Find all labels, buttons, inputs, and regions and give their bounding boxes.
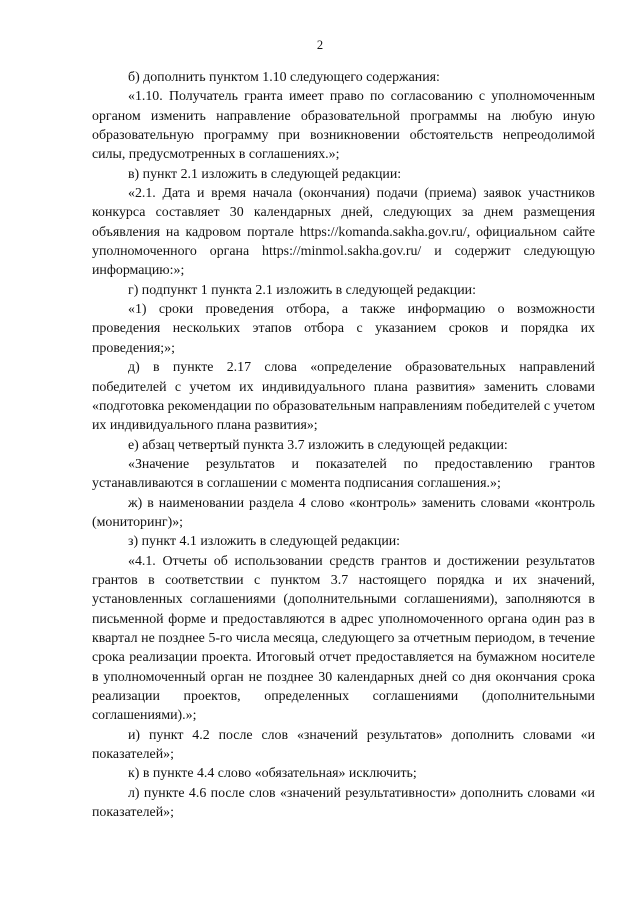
paragraph-l: л) пункте 4.6 после слов «значений результативности» дополнить словами «и показателей»; <box>92 785 595 821</box>
paragraph-k: к) в пункте 4.4 слово «обязательная» исключить; <box>128 766 417 782</box>
paragraph-zh: ж) в наименовании раздела 4 слово «контроль» заменить словами «контроль (мониторинг)»; <box>92 495 595 530</box>
document-body <box>92 68 595 822</box>
paragraph-z: з) пункт 4.1 изложить в следующей редакции: <box>128 534 401 550</box>
paragraph-quote-2-1: «2.1. Дата и время начала (окончания) подачи (приема) заявок участников конкурса составляет 30 календарных дней, следующих за днем размещения объявления на кадровом портале https://komanda.sakha.gov.ru/, официальном сайте уполномоченного органа https://minmol.sakha.gov.ru/ и содержит следующую информацию:»; <box>92 186 595 279</box>
paragraph-quote-3-7: «Значение результатов и показателей по предоставлению грантов устанавливаются в соглашении с момента подписания соглашения.»; <box>92 456 595 492</box>
paragraph-e: е) абзац четвертый пункта 3.7 изложить в следующей редакции: <box>128 437 508 453</box>
paragraph-quote-1-10: «1.10. Получатель гранта имеет право по согласованию с уполномоченным органом изменить направление образовательной программы на любую иную образовательную программу при возникновении обстоятельств непреодолимой силы, предусмотренных в соглашениях.»; <box>92 89 595 163</box>
paragraph-quote-4-1: «4.1. Отчеты об использовании средств грантов и достижении результатов грантов в соответствии с пунктом 3.7 настоящего порядка и их значений, установленных соглашениями (дополнительными соглашениями), заполняются в письменной форме и предоставляются в адрес уполномоченного органа один раз в квартал не позднее 5-го числа месяца, следующего за отчетным периодом, в течение срока реализации проекта. Итоговый отчет предоставляется на бумажном носителе в уполномоченный орган не позднее 30 календарных дней со дня окончания срока реализации проектов, определенных соглашениями (дополнительными соглашениями).»; <box>92 553 595 724</box>
paragraph-d: д) в пункте 2.17 слова «определение образовательных направлений победителей с учетом их индивидуального плана развития» заменить словами «подготовка рекомендации по образовательным направлениям победителей с учетом их индивидуального плана развития»; <box>92 360 595 434</box>
paragraph-i: и) пункт 4.2 после слов «значений результатов» дополнить словами «и показателей»; <box>92 727 595 763</box>
page-number: 2 <box>316 38 324 52</box>
paragraph-g: г) подпункт 1 пункта 2.1 изложить в следующей редакции: <box>128 282 476 298</box>
paragraph-b: б) дополнить пунктом 1.10 следующего содержания: <box>128 70 440 85</box>
paragraph-quote-subitem-1: «1) сроки проведения отбора, а также информацию о возможности проведения нескольких этапов отбора с указанием сроков и порядка их проведения;»; <box>92 302 595 356</box>
paragraph-v: в) пункт 2.1 изложить в следующей редакции: <box>128 166 402 182</box>
